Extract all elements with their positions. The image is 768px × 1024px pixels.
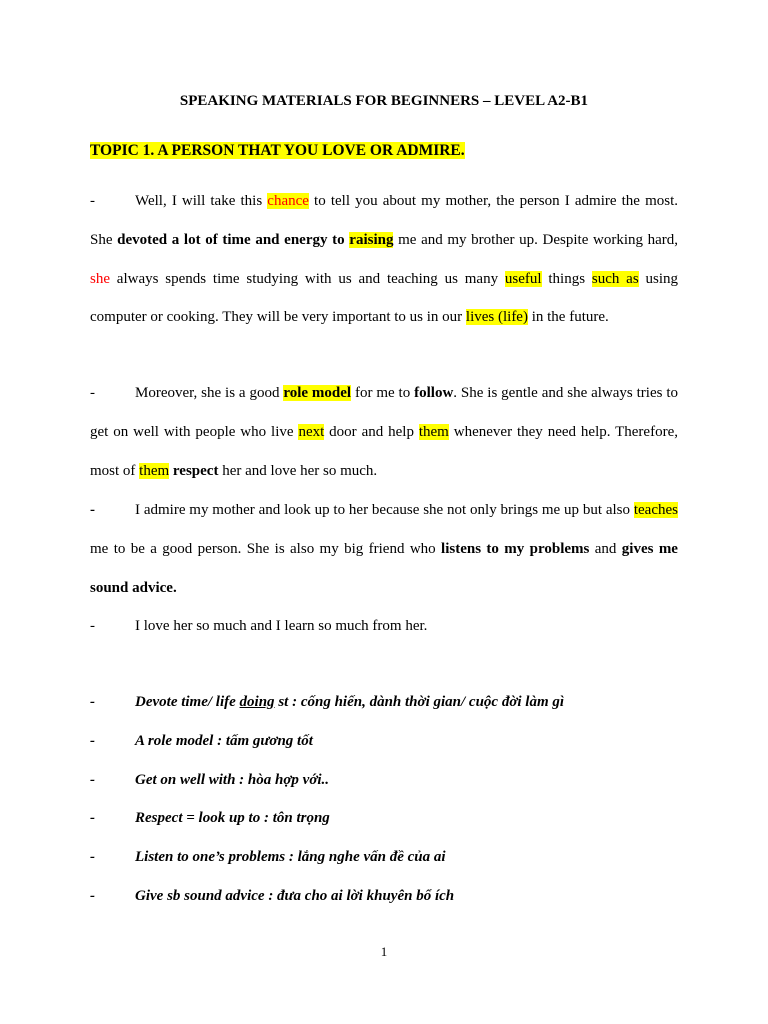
text-run: . She is gentle and she always tries to get on well with people who live	[90, 385, 679, 440]
text-run: door and help	[324, 423, 419, 440]
paragraph-bullet: -	[90, 385, 95, 401]
vocab-bullet: -	[90, 772, 95, 788]
text-run: I admire my mother and look up to her because she not only brings me up but also	[135, 502, 634, 518]
highlight-lives: lives (life)	[465, 309, 528, 326]
paragraph-3	[90, 491, 678, 607]
text-run: me to be a good person. She is also my big friend who	[90, 540, 442, 557]
highlight-teaches: teaches	[633, 502, 678, 518]
text-run: in the future.	[527, 309, 609, 326]
vocab-text: Respect = look up to : tôn trọng	[135, 810, 330, 826]
text-run: Devote time/ life	[135, 694, 240, 710]
text-run: me and my brother up. Despite working hard,	[393, 231, 679, 248]
text-run: I love her so much and I learn so much from her.	[135, 618, 428, 634]
highlight-them: them	[418, 423, 449, 440]
text-run: things	[541, 270, 592, 287]
topic-heading-text: TOPIC 1. A PERSON THAT YOU LOVE OR ADMIRE.	[90, 142, 465, 159]
vocab-text: Give sb sound advice : đưa cho ai lời khuyên bổ ích	[135, 888, 455, 904]
highlight-role-model: role model	[283, 385, 352, 401]
vocab-text	[135, 694, 564, 711]
highlight-raising: raising	[349, 231, 394, 248]
paragraph-4-body	[90, 607, 678, 646]
text-run: Moreover, she is a good	[135, 385, 284, 401]
page-number: 1	[380, 944, 388, 959]
vocab-bullet: -	[90, 810, 95, 826]
paragraph-3-body	[90, 491, 678, 607]
text-run: for me to	[351, 385, 415, 401]
vocab-text: A role model : tấm gương tốt	[135, 733, 313, 749]
bold-follow: follow	[414, 385, 454, 401]
vocab-bullet: -	[90, 849, 95, 865]
paragraph-bullet: -	[90, 502, 95, 518]
vocab-bullet: -	[90, 888, 95, 904]
paragraph-4	[90, 607, 678, 646]
paragraph-2	[90, 374, 678, 490]
highlight-useful: useful	[504, 270, 542, 287]
vocab-text: Get on well with : hòa hợp với..	[135, 772, 330, 788]
highlight-them: them	[139, 462, 170, 479]
highlight-chance: chance	[267, 193, 309, 209]
text-run: always spends time studying with us and teaching us many	[110, 270, 505, 287]
red-she: she	[90, 270, 110, 287]
paragraph-1-body	[90, 182, 678, 337]
text-run: to tell you about my mother, the person I admire the most. She	[90, 193, 678, 248]
bold-gives: gives me sound advice.	[90, 540, 678, 596]
text-run: st : cống hiến, dành thời gian/ cuộc đời làm gì	[274, 694, 565, 710]
paragraph-bullet: -	[90, 193, 95, 209]
underlined-doing: doing	[239, 694, 275, 710]
text-run: using computer or cooking. They will be very important to us in our	[90, 270, 678, 326]
text-run: her and love her so much.	[218, 462, 378, 479]
document-title: SPEAKING MATERIALS FOR BEGINNERS – LEVEL A2-B1	[179, 93, 589, 109]
highlight-next: next	[298, 423, 325, 440]
paragraph-bullet: -	[90, 618, 95, 634]
bold-respect: respect	[172, 462, 219, 479]
text-run: whenever they need help. Therefore, most of	[90, 423, 678, 479]
highlight-such-as: such as	[591, 270, 639, 287]
vocab-bullet: -	[90, 733, 95, 749]
text-run: Well, I will take this	[135, 193, 268, 209]
bold-devoted: devoted a lot of time and energy to	[117, 231, 345, 248]
vocab-text: Listen to one’s problems : lắng nghe vấn đề của ai	[135, 849, 446, 865]
vocab-bullet: -	[90, 694, 95, 710]
topic-heading	[90, 142, 465, 160]
paragraph-1	[90, 182, 678, 337]
paragraph-2-body	[90, 374, 678, 490]
bold-listens: listens to my problems	[441, 540, 590, 557]
text-run: and	[589, 540, 622, 557]
